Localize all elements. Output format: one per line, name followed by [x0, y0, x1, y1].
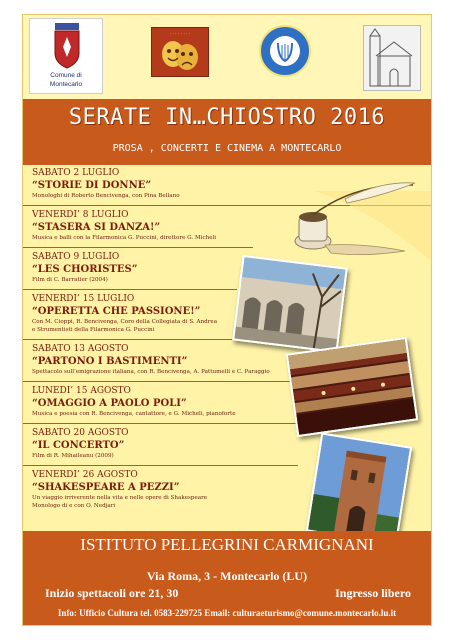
event-desc: Monologhi di Roberto Bencivenga, con Pina Bellano — [32, 193, 180, 199]
event-date: SABATO 20 AGOSTO — [32, 428, 129, 438]
logo-strip — [23, 15, 431, 99]
church-logo — [363, 25, 421, 91]
divider — [23, 381, 298, 382]
masks-icon — [160, 39, 200, 73]
church-sketch-icon — [364, 26, 420, 90]
venue-band — [23, 531, 431, 626]
event-date: SABATO 13 AGOSTO — [32, 344, 129, 354]
contact-info: Info: Ufficio Cultura tel. 0583-229725 Email: culturaeturismo@comune.montecarlo.lu.it — [57, 608, 397, 618]
event-name: “OMAGGIO A PAOLO POLI” — [32, 398, 187, 409]
event-date: VENERDI’ 8 LUGLIO — [32, 210, 129, 220]
event-item — [32, 386, 268, 418]
event-item — [32, 252, 268, 284]
event-item — [32, 168, 268, 200]
event-item — [32, 428, 268, 460]
event-name: “IL CONCERTO” — [32, 440, 125, 451]
theatre-masks-logo — [151, 27, 209, 77]
event-date: SABATO 2 LUGLIO — [32, 168, 120, 178]
event-desc: Film di R. Mihaileanu (2009) — [32, 453, 114, 459]
event-date: VENERDI’ 26 AGOSTO — [32, 470, 138, 480]
event-desc: Un viaggio irriverente nella vita e nelle opere di Shakespeare — [32, 495, 208, 501]
tower-image — [308, 435, 410, 544]
divider — [23, 423, 298, 424]
event-name: “OPERETTA CHE PASSIONE!” — [32, 306, 201, 317]
event-desc: Musica e poesia con R. Bencivenga, cantattore, e G. Micheli, pianoforte — [32, 411, 236, 417]
event-desc: Musica e balli con la Filarmonica G. Puccini, direttore G. Micheli — [32, 235, 217, 241]
comune-montecarlo-logo — [29, 18, 103, 94]
event-name: “PARTONO I BASTIMENTI” — [32, 356, 188, 367]
poster — [22, 14, 432, 626]
tower-photo — [306, 432, 413, 545]
coat-of-arms-icon — [52, 23, 82, 69]
event-name: “STORIE DI DONNE” — [32, 180, 152, 191]
filarmonica-logo — [259, 25, 311, 77]
event-item — [32, 470, 268, 510]
divider — [23, 247, 253, 248]
event-subtitle: PROSA , CONCERTI E CINEMA A MONTECARLO — [112, 143, 342, 154]
event-name: “LES CHORISTES” — [32, 264, 138, 275]
cloister-photo — [232, 255, 348, 353]
event-desc: e Strumentisti della Filarmonica G. Puccini — [32, 327, 155, 333]
theatre-logo-text: · · · · · · · · — [169, 31, 191, 36]
comune-caption-line1: Comune di — [50, 72, 82, 79]
event-date: LUNEDI’ 15 AGOSTO — [32, 386, 131, 396]
event-item — [32, 210, 268, 242]
venue-name: ISTITUTO PELLEGRINI CARMIGNANI — [80, 535, 374, 554]
event-title: SERATE IN…CHIOSTRO 2016 — [68, 105, 386, 130]
divider — [23, 465, 298, 466]
event-desc: Film di C. Barratier (2004) — [32, 277, 108, 283]
inkwell-quill-illustration — [285, 181, 432, 265]
event-name: “STASERA SI DANZA!” — [32, 222, 161, 233]
event-item — [32, 344, 268, 376]
theatre-interior-image — [288, 339, 416, 435]
event-desc: Monologo di e con O. Nedjari — [32, 503, 116, 509]
theatre-photo — [286, 337, 419, 437]
event-date: VENERDI’ 15 LUGLIO — [32, 294, 135, 304]
cloister-image — [234, 257, 345, 351]
event-desc: Spettacolo sull’emigrazione italiana, con R. Bencivenga, A. Pattumelli e C. Paraggio — [32, 369, 270, 375]
comune-caption-line2: Montecarlo — [49, 81, 83, 88]
start-time: Inizio spettacoli ore 21, 30 — [45, 586, 179, 600]
free-entry: Ingresso libero — [335, 586, 411, 600]
event-date: SABATO 9 LUGLIO — [32, 252, 120, 262]
title-band — [23, 99, 431, 165]
divider — [23, 289, 237, 290]
event-name: “SHAKESPEARE A PEZZI” — [32, 482, 180, 493]
venue-address: Via Roma, 3 - Montecarlo (LU) — [146, 569, 308, 583]
lyre-badge-icon — [259, 25, 311, 77]
event-desc: Con M. Cioppi, R. Bencivenga, Coro della Collegiata di S. Andrea — [32, 319, 218, 325]
